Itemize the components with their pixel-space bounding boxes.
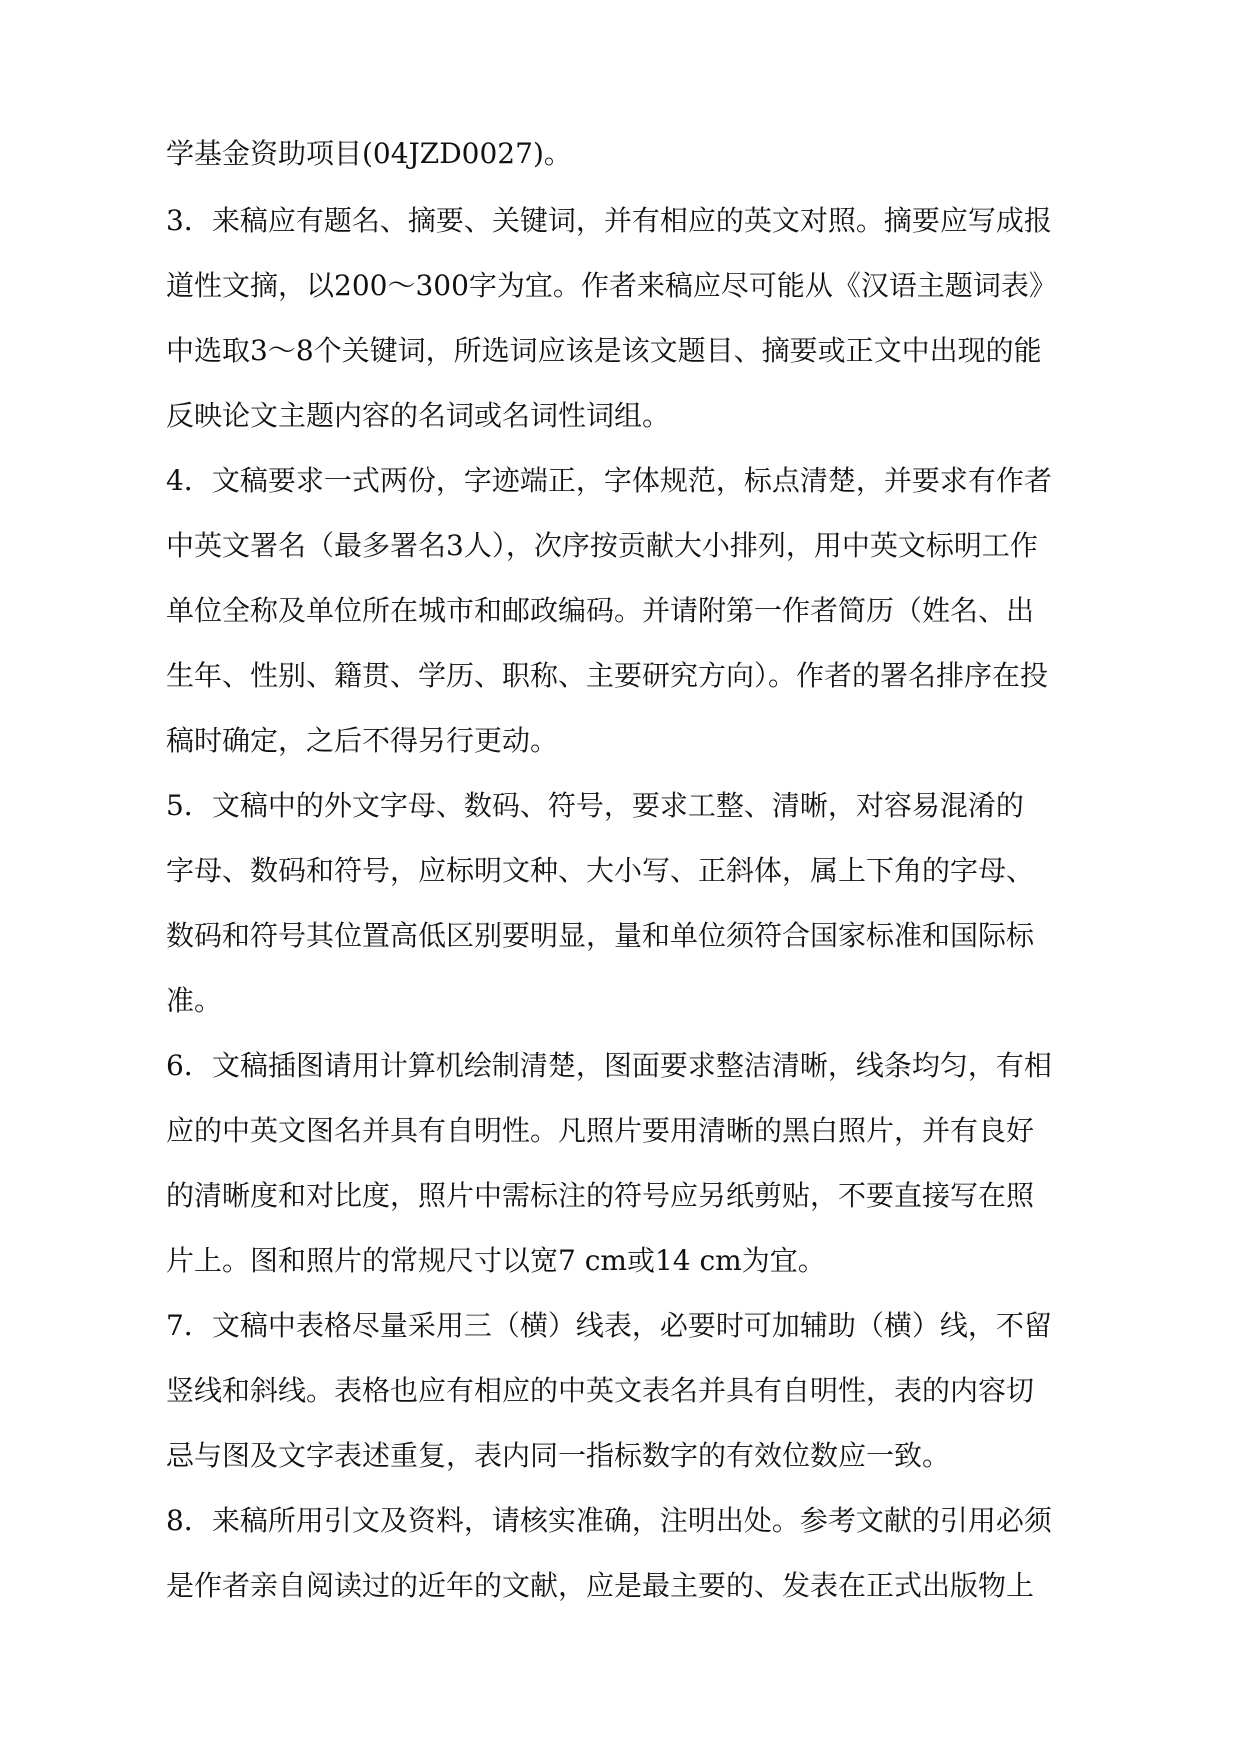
text-line: 准。 — [166, 984, 223, 1017]
text-line: 单位全称及单位所在城市和邮政编码。并请附第一作者简历（姓名、出 — [166, 594, 1035, 627]
text-line: 应的中英文图名并具有自明性。凡照片要用清晰的黑白照片，并有良好 — [166, 1114, 1035, 1147]
text-line: 道性文摘，以200～300字为宜。作者来稿应尽可能从《汉语主题词表》 — [166, 269, 1057, 302]
text-line: 竖线和斜线。表格也应有相应的中英文表名并具有自明性，表的内容切 — [166, 1374, 1035, 1407]
text-line: 3．来稿应有题名、摘要、关键词，并有相应的英文对照。摘要应写成报 — [166, 204, 1052, 237]
text-line: 学基金资助项目(04JZD0027)。 — [166, 137, 572, 170]
text-line: 5．文稿中的外文字母、数码、符号，要求工整、清晰，对容易混淆的 — [166, 789, 1024, 822]
text-line: 片上。图和照片的常规尺寸以宽7 cm或14 cm为宜。 — [166, 1244, 826, 1277]
text-line: 数码和符号其位置高低区别要明显，量和单位须符合国家标准和国际标 — [166, 919, 1035, 952]
text-line: 中选取3～8个关键词，所选词应该是该文题目、摘要或正文中出现的能 — [166, 334, 1042, 367]
text-line: 稿时确定，之后不得另行更动。 — [166, 724, 559, 757]
text-line: 字母、数码和符号，应标明文种、大小写、正斜体，属上下角的字母、 — [166, 854, 1035, 887]
text-line: 是作者亲自阅读过的近年的文献，应是最主要的、发表在正式出版物上 — [166, 1569, 1035, 1602]
text-line: 6．文稿插图请用计算机绘制清楚，图面要求整洁清晰，线条均匀，有相 — [166, 1049, 1052, 1082]
text-line: 生年、性别、籍贯、学历、职称、主要研究方向）。作者的署名排序在投 — [166, 659, 1049, 692]
text-line: 4．文稿要求一式两份，字迹端正，字体规范，标点清楚，并要求有作者 — [166, 464, 1052, 497]
text-line: 的清晰度和对比度，照片中需标注的符号应另纸剪贴，不要直接写在照 — [166, 1179, 1035, 1212]
text-line: 8．来稿所用引文及资料，请核实准确，注明出处。参考文献的引用必须 — [166, 1504, 1052, 1537]
text-line: 反映论文主题内容的名词或名词性词组。 — [166, 399, 671, 432]
text-line: 忌与图及文字表述重复，表内同一指标数字的有效位数应一致。 — [166, 1439, 951, 1472]
text-line: 中英文署名（最多署名3人），次序按贡献大小排列，用中英文标明工作 — [166, 529, 1038, 562]
text-line: 7．文稿中表格尽量采用三（横）线表，必要时可加辅助（横）线，不留 — [166, 1309, 1052, 1342]
